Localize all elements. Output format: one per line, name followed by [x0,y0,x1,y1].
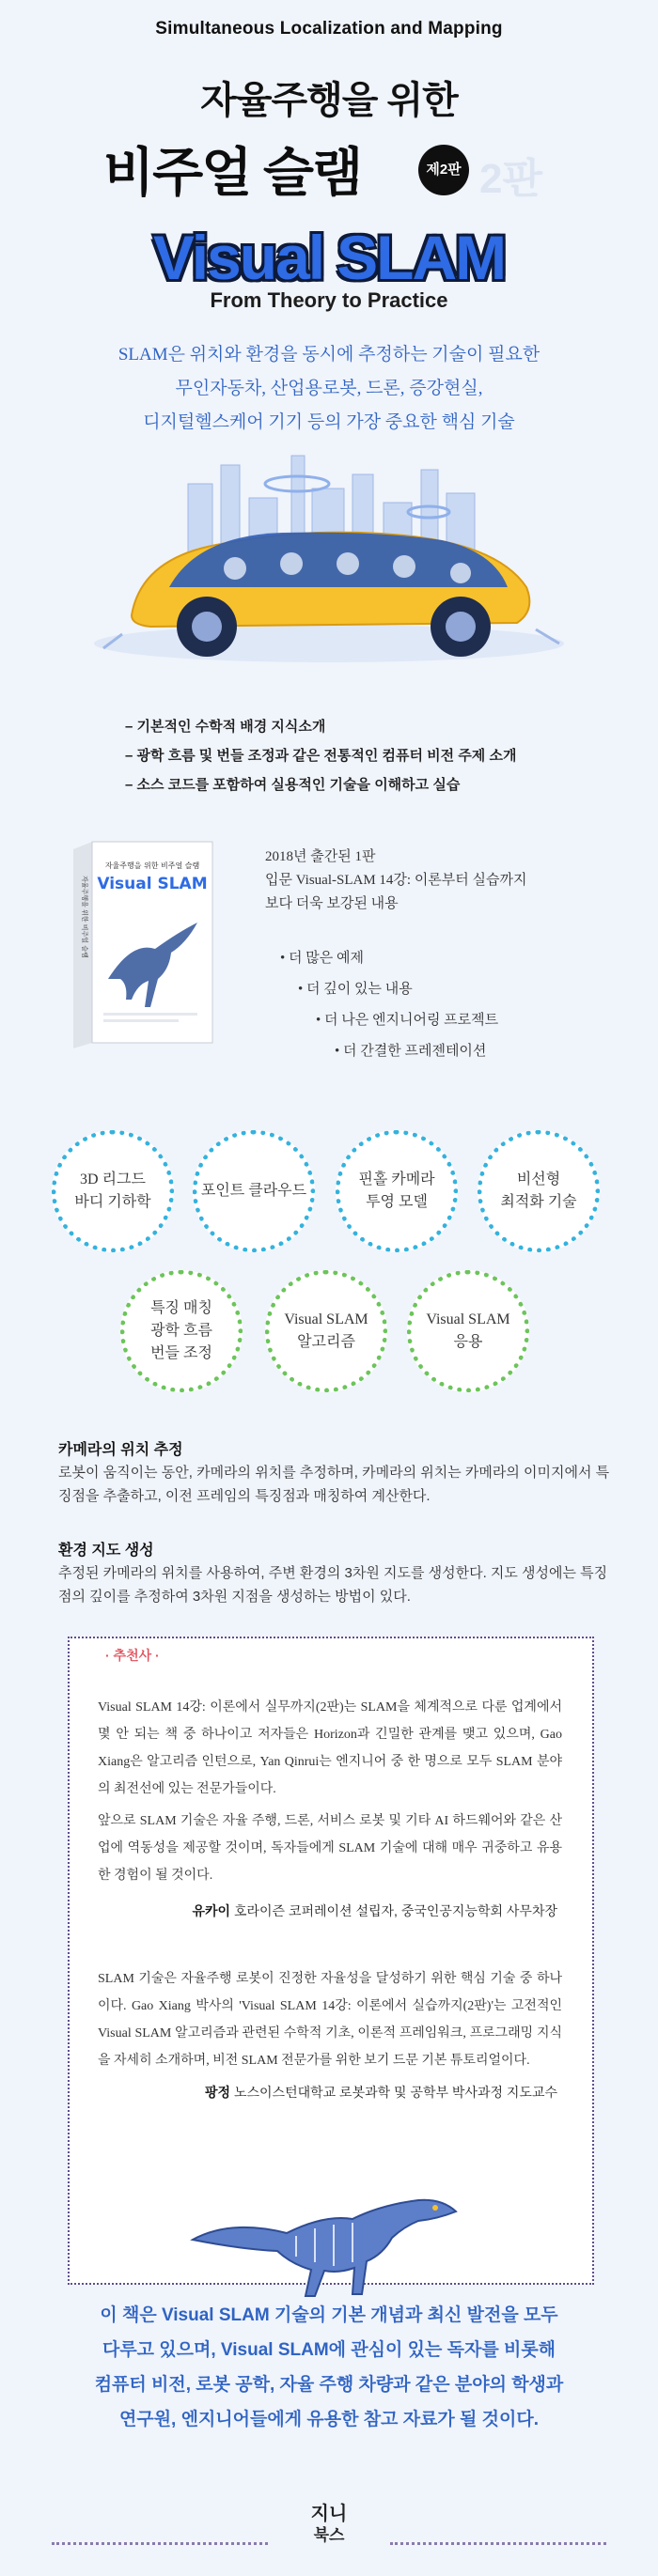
book-info-line: 보다 더욱 보강된 내용 [265,896,399,911]
edition-badge [418,145,469,195]
title-row [0,132,658,202]
recommendation-paragraph: Visual SLAM 14강: 이론에서 실무까지(2판)는 SLAM을 체계적으로 다룬 업계에서 몇 안 되는 책 중 하나이고 저자들은 Horizon과 긴밀한 관계를 맺고 있으며, Gao Xiang은 알고리즘 인턴으로, Yan Qinrui는 엔지니어 중 한 명으로 모두 SLAM 분야의 최전선에 있는 전문가들이다. [98,1700,562,1796]
recommendation-title: · 추천사 · [105,1648,160,1663]
intro-line: 무인자동차, 산업용로봇, 드론, 증강현실, [175,379,483,398]
intro-line: SLAM은 위치와 환경을 동시에 추정하는 기술이 필요한 [118,345,540,365]
closing-line: 연구원, 엔지니어들에게 유용한 참고 자료가 될 것이다. [118,2410,540,2429]
section-body: 추정된 카메라의 위치를 사용하여, 주변 환경의 3차원 지도를 생성한다. 지도 생성에는 특징점의 깊이를 추정하여 3차원 지점을 생성하는 방법이 있다. [58,1565,608,1605]
intro-line: 디지털헬스케어 기기 등의 가장 중요한 핵심 기술 [143,412,515,432]
brand-visual-slam [0,222,658,293]
feature-bullet: – 소스 코드를 포함하여 실용적인 기술을 이해하고 실습 [125,770,516,799]
subtitle-topline: Simultaneous Localization and Mapping [155,19,503,39]
feature-bullet-list [125,712,516,799]
closing-line: 컴퓨터 비전, 로봇 공학, 자율 주행 차량과 같은 분야의 학생과 [94,2375,564,2395]
book-feature-item: • 더 깊이 있는 내용 [298,978,413,998]
intro-text [0,338,658,440]
topic-circle: Visual SLAM 알고리즘 [265,1270,387,1392]
recommender-signature [205,2083,557,2102]
publisher-logo [288,2501,370,2574]
title-line2: 비주얼 슬램 [103,143,362,202]
section-body: 로봇이 움직이는 동안, 카메라의 위치를 추정하며, 카메라의 위치는 카메라의 이미지에서 특징점을 추출하고, 이전 프레임의 특징점과 매칭하여 계산한다. [58,1465,610,1504]
closing-line: 다루고 있으며, Visual SLAM에 관심이 있는 독자를 비롯해 [102,2340,556,2360]
topic-circle: 핀홀 카메라 투영 모델 [336,1130,458,1252]
topic-circle: 3D 리그드 바디 기하학 [52,1130,174,1252]
topic-circle: 특징 매칭 광학 흐름 번들 조정 [120,1270,243,1392]
recommender-signature [193,1901,558,1920]
topic-circle: Visual SLAM 응용 [407,1270,529,1392]
book-info [265,846,527,916]
book-info-line: 입문 Visual-SLAM 14강: 이론부터 실습까지 [265,873,527,888]
book-cover-big-title: Visual SLAM [97,875,208,893]
closing-summary [0,2298,658,2437]
edition-shadow: 2판 [479,156,542,202]
book-feature-item: • 더 많은 예제 [280,947,364,967]
robot-dinosaur-illustration [183,2181,465,2304]
tagline: From Theory to Practice [210,288,448,312]
recommendation-paragraph: 앞으로 SLAM 기술은 자율 주행, 드론, 서비스 로봇 및 기타 AI 하드웨어와 같은 산업에 역동성을 제공할 것이며, 독자들에게 SLAM 기술에 대해 매우 귀중하고 유용한 경험이 될 것이다. [98,1814,562,1883]
brand-word-visual: Visual [152,223,324,292]
recommender-affiliation: 호라이즌 코퍼레이션 설립자, 중국인공지능학회 사무차장 [233,1903,557,1918]
book-spine-text: 자율주행을 위한 비주얼 슬램 [81,876,88,958]
recommender-affiliation: 노스이스턴대학교 로봇과학 및 공학부 박사과정 지도교수 [233,2085,557,2100]
book-cover-image [66,838,216,1049]
brand-word-slam: SLAM [337,223,506,292]
section-heading: 카메라의 위치 추정 [58,1442,183,1458]
autonomous-car-illustration [66,446,592,672]
book-info-line: 2018년 출간된 1판 [265,849,376,864]
book-feature-item: • 더 간결한 프레젠테이션 [335,1040,486,1060]
section-heading: 환경 지도 생성 [58,1543,154,1559]
closing-line: 이 책은 Visual SLAM 기술의 기본 개념과 최신 발전을 모두 [100,2305,558,2325]
divider-left [52,2542,268,2545]
publisher-logo-line2: 북스 [313,2526,345,2545]
edition-text: 제2판 [426,162,462,178]
feature-bullet: – 기본적인 수학적 배경 지식소개 [125,712,516,741]
title-line1: 자율주행을 위한 [200,80,458,121]
topic-circle: 포인트 클라우드 [193,1130,315,1252]
book-cover-small-title: 자율주행을 위한 비주얼 슬램 [104,861,200,870]
recommender-name: 유카이 [192,1903,231,1918]
publisher-logo-line1: 지니 [310,2502,348,2524]
feature-bullet: – 광학 흐름 및 번들 조정과 같은 전통적인 컴퓨터 비전 주제 소개 [125,741,516,770]
recommender-name: 팡정 [205,2085,231,2100]
recommendation-paragraph: SLAM 기술은 자율주행 로봇이 진정한 자율성을 달성하기 위한 핵심 기술 중 하나이다. Gao Xiang 박사의 'Visual SLAM 14강: 이론에서 실습까지(2판)'는 고전적인 Visual SLAM 알고리즘과 관련된 수학적 기초, 이론적 프레임워크, 프로그래밍 지식을 자세히 소개하며, 비전 SLAM 전문가를 위한 보기 드문 기본 튜토리얼이다. [98,1972,562,2068]
divider-right [390,2542,606,2545]
topic-circle: 비선형 최적화 기술 [478,1130,600,1252]
book-feature-item: • 더 나은 엔지니어링 프로젝트 [316,1009,498,1029]
